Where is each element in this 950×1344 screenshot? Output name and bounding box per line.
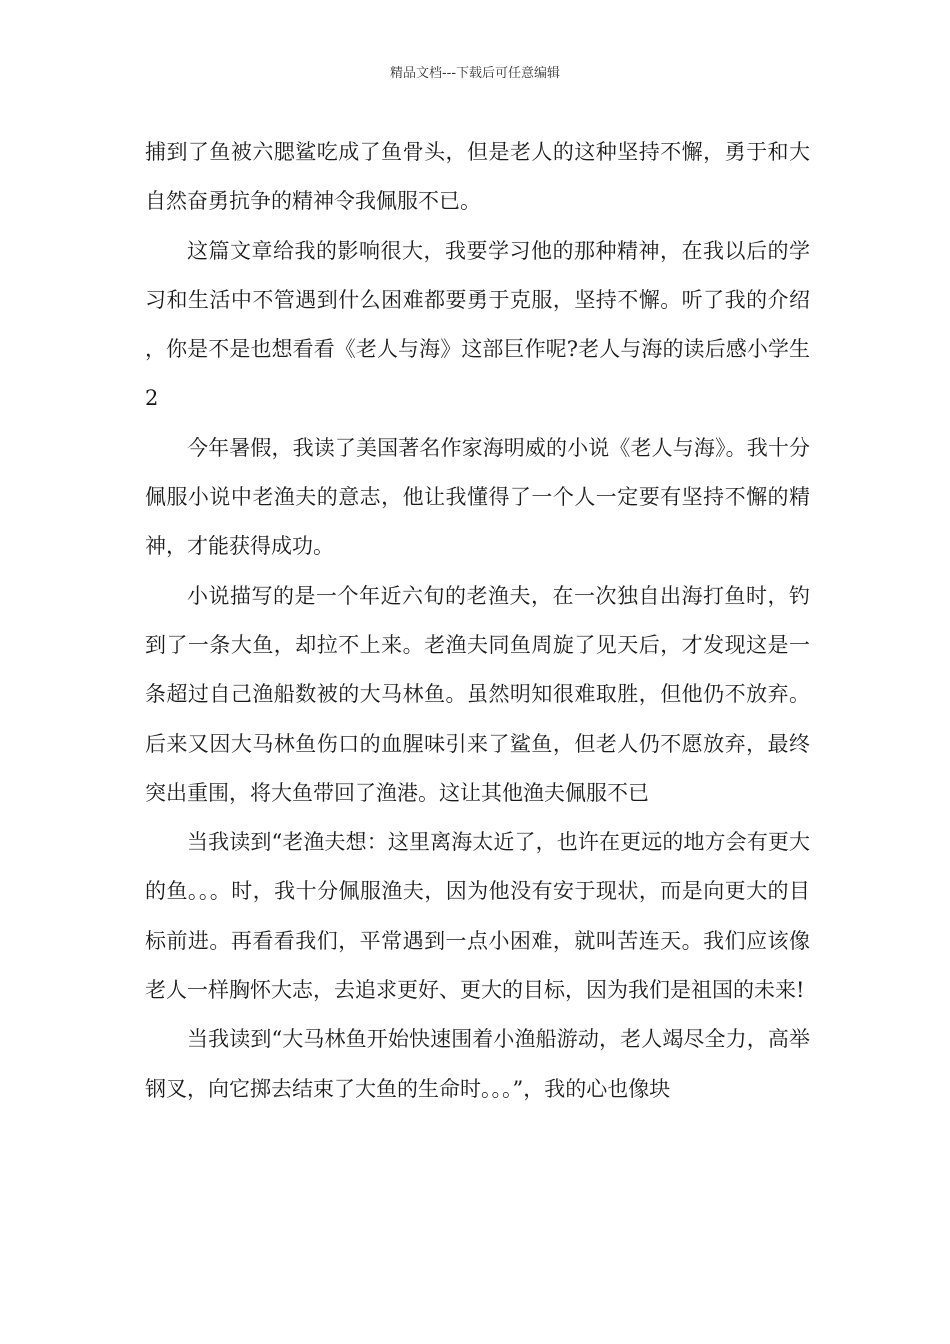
paragraph: 当我读到“大马林鱼开始快速围着小渔船游动，老人竭尽全力，高举钢叉，向它掷去结束了大鱼的生命时。。。”，我的心也像块 — [145, 1027, 810, 1101]
paragraph: 小说描写的是一个年近六旬的老渔夫，在一次独自出海打鱼时，钓到了一条大鱼，却拉不上来。老渔夫同鱼周旋了见天后，才发现这是一条超过自己渔船数被的大马林鱼。虽然明知很难取胜，但他仍不放弃。后来又因大马林鱼伤口的血腥味引来了鲨鱼，但老人仍不愿放弃，最终突出重围，将大鱼带回了渔港。这让其他渔夫佩服不已 — [145, 583, 810, 805]
paragraph-continued: 捕到了鱼被六腮鲨吃成了鱼骨头，但是老人的这种坚持不懈，勇于和大自然奋勇抗争的精神令我佩服不已。 — [145, 140, 810, 214]
page-header: 精品文档---下载后可任意编辑 — [389, 66, 561, 81]
document-body — [145, 128, 810, 1114]
paragraph: 当我读到“老渔夫想：这里离海太近了，也许在更远的地方会有更大的鱼。。。时，我十分佩服渔夫，因为他没有安于现状，而是向更大的目标前进。再看看我们，平常遇到一点小困难，就叫苦连天。我们应该像老人一样胸怀大志，去追求更好、更大的目标，因为我们是祖国的未来! — [145, 830, 810, 1003]
paragraph: 今年暑假，我读了美国著名作家海明威的小说《老人与海》。我十分佩服小说中老渔夫的意志，他让我懂得了一个人一定要有坚持不懈的精神，才能获得成功。 — [145, 435, 810, 559]
paragraph: 这篇文章给我的影响很大，我要学习他的那种精神，在我以后的学习和生活中不管遇到什么困难都要勇于克服，坚持不懈。听了我的介绍，你是不是也想看看《老人与海》这部巨作呢?老人与海的读后感小学生2 — [145, 238, 810, 411]
